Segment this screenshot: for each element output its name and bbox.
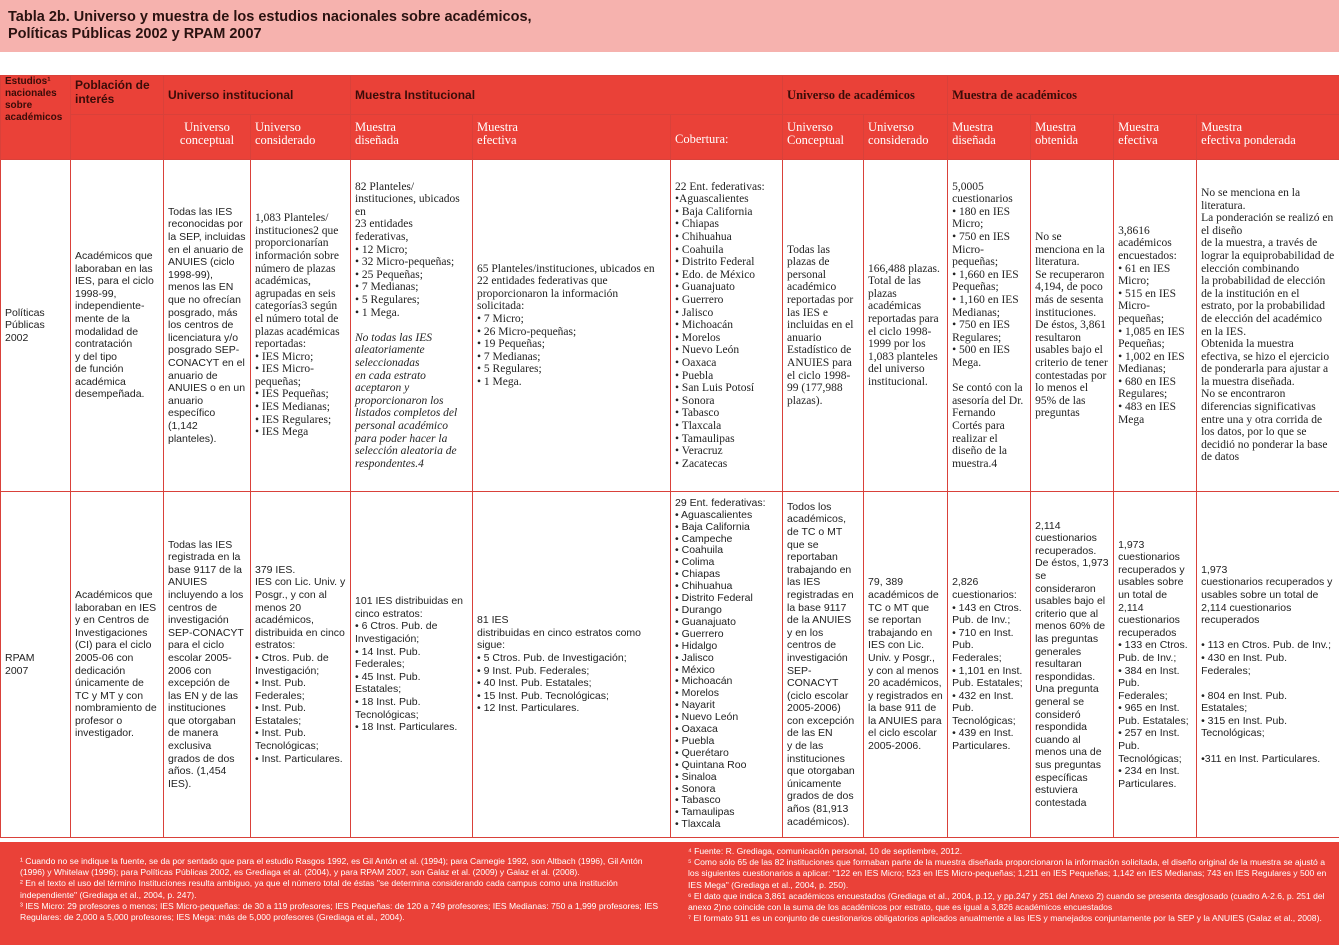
cell-muestra-disenada-acad: 2,826 cuestionarios: • 143 en Ctros. Pub. de Inv.; • 710 en Inst. Pub. Federales; • 1,101 en Inst. Pub. Estatales; • 432 en Inst. Pub. Tecnológicas; • 439 en Inst. Particulares. <box>948 492 1031 838</box>
table-row-rpam <box>1 492 1339 838</box>
cell-muestra-ponderada: 1,973 cuestionarios recuperados y usables sobre un total de 2,114 cuestionarios recuperados • 113 en Ctros. Pub. de Inv.; • 430 en Inst. Pub. Federales; • 804 en Inst. Pub. Estatales; • 315 en Inst. Pub. Tecnológicas; •311 en Inst. Particulares. <box>1197 492 1339 838</box>
cell-universo-considerado-acad: 166,488 plazas. Total de las plazas académicas reportadas para el ciclo 1998-1999 por los 1,083 planteles del universo institucional. <box>864 160 948 492</box>
subheader-universo-conceptual: Universo conceptual <box>164 115 251 160</box>
cell-muestra-efectiva-acad: 1,973 cuestionarios recuperados y usables sobre un total de 2,114 cuestionarios recuperados • 133 en Ctros. Pub. de Inv.; • 384 en Inst. Pub. Federales; • 965 en Inst. Pub. Estatales; • 257 en Inst. Pub. Tecnológicas; • 234 en Inst. Particulares. <box>1114 492 1197 838</box>
cell-muestra-disenada <box>351 160 473 492</box>
footnote-6: ⁶ El dato que indica 3,861 académicos encuestados (Grediaga et al., 2004, p.12, y pp.247 y 251 del Anexo 2) cuando se presenta desglosado (cuadro A-2.6, p. 251 del anexo 2)no coincide con la suma de los académicos por estrato, que es igual a 3,826 académicos encuestados <box>688 890 1325 913</box>
header-muestra-academicos: Muestra de académicos <box>948 76 1339 115</box>
footnotes-right <box>688 846 1328 924</box>
muestra-disenada-text: 82 Planteles/ instituciones, ubicados en 23 entidades federativas, • 12 Micro; • 32 Micro-pequeñas; • 25 Pequeñas; • 7 Medianas; • 5 Regulares; • 1 Mega. <box>355 180 460 319</box>
cell-estudio: RPAM 2007 <box>1 492 71 838</box>
footnotes-left <box>20 856 660 923</box>
cell-cobertura: 22 Ent. federativas: •Aguascalientes • Baja California • Chiapas • Chihuahua • Coahuila • Distrito Federal • Edo. de México • Guanajuato • Guerrero • Jalisco • Michoacán • Morelos • Nuevo León • Oaxaca • Puebla • San Luis Potosí • Sonora • Tabasco • Tlaxcala • Tamaulipas • Veracruz • Zacatecas <box>671 160 783 492</box>
footnote-4: ⁴ Fuente: R. Grediaga, comunicación personal, 10 de septiembre, 2012. <box>688 846 963 856</box>
cell-muestra-disenada-acad: 5,0005 cuestionarios • 180 en IES Micro; • 750 en IES Micro-pequeñas; • 1,660 en IES Pequeñas; • 1,160 en IES Medianas; • 750 en IES Regulares; • 500 en IES Mega. Se contó con la asesoría del Dr. Fernando Cortés para realizar el diseño de la muestra.4 <box>948 160 1031 492</box>
table-row-politicas-publicas <box>1 160 1339 492</box>
cell-muestra-efectiva-acad: 3,8616 académicos encuestados: • 61 en IES Micro; • 515 en IES Micro-pequeñas; • 1,085 en IES Pequeñas; • 1,002 en IES Medianas; • 680 en IES Regulares; • 483 en IES Mega <box>1114 160 1197 492</box>
table-title <box>0 0 1339 52</box>
cell-universo-conceptual: Todas las IES reconocidas por la SEP, incluidas en el anuario de ANUIES (ciclo 1998-99), menos las EN que no ofrecían posgrado, más los centros de licenciatura y/o posgrado SEP-CONACYT en el anuario de ANUIES o en un anuario específico (1,142 planteles). <box>164 160 251 492</box>
cell-muestra-disenada: 101 IES distribuidas en cinco estratos: • 6 Ctros. Pub. de Investigación; • 14 Inst. Pub. Federales; • 45 Inst. Pub. Estatales; • 18 Inst. Pub. Tecnológicas; • 18 Inst. Particulares. <box>351 492 473 838</box>
subheader-muestra-efectiva-acad: Muestra efectiva <box>1114 115 1197 160</box>
cell-muestra-efectiva: 81 IES distribuidas en cinco estratos como sigue: • 5 Ctros. Pub. de Investigación; • 9 Inst. Pub. Federales; • 40 Inst. Pub. Estatales; • 15 Inst. Pub. Tecnológicas; • 12 Inst. Particulares. <box>473 492 671 838</box>
cell-universo-considerado: 379 IES. IES con Lic. Univ. y Posgr., y con al menos 20 académicos, distribuida en cinco estratos: • Ctros. Pub. de Investigación; • Inst. Pub. Federales; • Inst. Pub. Estatales; • Inst. Pub. Tecnológicas; • Inst. Particulares. <box>251 492 351 838</box>
header-universo-academicos: Universo de académicos <box>783 76 948 115</box>
header-estudios: Estudios¹ nacionales sobre académicos <box>1 76 71 160</box>
cell-muestra-obtenida: 2,114 cuestionarios recuperados. De éstos, 1,973 se consideraron usables bajo el criterio que al menos 60% de las preguntas generales resultaran respondidas. Una pregunta general se consideró respondida cuando al menos una de sus preguntas específicas estuviera contestada <box>1031 492 1114 838</box>
footnote-7: ⁷ El formato 911 es un conjunto de cuestionarios obligatorios aplicados anualmente a las IES y manejados conjuntamente por la SEP y la ANUIES (Galaz et al., 2008). <box>688 913 1322 924</box>
cell-universo-conceptual-acad: Todas las plazas de personal académico reportadas por las IES e incluidas en el anuario Estadístico de ANUIES para el ciclo 1998-99 (177,988 plazas). <box>783 160 864 492</box>
table-title-line-2: Políticas Públicas 2002 y RPAM 2007 <box>8 26 262 42</box>
subheader-muestra-ponderada: Muestra efectiva ponderada <box>1197 115 1339 160</box>
header-muestra-institucional: Muestra Institucional <box>351 76 783 115</box>
subheader-cobertura: Cobertura: <box>671 115 783 160</box>
cell-universo-conceptual: Todas las IES registrada en la base 9117 de la ANUIES incluyendo a los centros de investigación SEP-CONACYT para el ciclo escolar 2005-2006 con excepción de las EN y de las instituciones que otorgaban de manera exclusiva grados de dos años. (1,454 IES). <box>164 492 251 838</box>
cell-muestra-obtenida: No se menciona en la literatura. Se recuperaron 4,194, de poco más de sesenta instituciones. De éstos, 3,861 resultaron usables bajo el criterio de tener contestadas por lo menos el 95% de las preguntas <box>1031 160 1114 492</box>
subheader-muestra-efectiva: Muestra efectiva <box>473 115 671 160</box>
footnote-3: ³ IES Micro: 29 profesores o menos; IES Micro-pequeñas: de 30 a 119 profesores; IES Pequeñas: de 120 a 749 profesores; IES Medianas: 750 a 1,999 profesores; IES Regulares: de 2,000 a 5,000 profesores; IES Mega: más de 5,000 profesores (Grediaga et al., 2004). <box>20 900 659 923</box>
footnote-2: ² En el texto el uso del término Instituciones resulta ambiguo, ya que el número total de éstas "se determina considerando cada campus como una institución independiente" (Grediaga et al., 2004, p. 247). <box>20 878 618 900</box>
header-poblacion: Población de interés <box>71 76 164 115</box>
cell-muestra-ponderada: No se menciona en la literatura. La ponderación se realizó en el diseño de la muestra, a través de lograr la equiprobabilidad de elección combinando la probabilidad de elección de la institución en el estrato, por la probabilidad de elección del académico en la IES. Obtenida la muestra efectiva, se hizo el ejercicio de ponderarla para ajustar a la muestra diseñada. No se encontraron diferencias significativas entre una y otra corrida de los datos, por lo que se decidió no ponderar la base de datos <box>1197 160 1339 492</box>
subheader-muestra-disenada: Muestra diseñada <box>351 115 473 160</box>
subheader-universo-considerado-acad: Universo considerado <box>864 115 948 160</box>
subheader-universo-conceptual-acad: Universo Conceptual <box>783 115 864 160</box>
subheader-muestra-obtenida: Muestra obtenida <box>1031 115 1114 160</box>
studies-table <box>0 75 1339 838</box>
cell-estudio: Políticas Públicas 2002 <box>1 160 71 492</box>
cell-poblacion: Académicos que laboraban en las IES, para el ciclo 1998-99, independiente-mente de la modalidad de contratación y del tipo de función académica desempeñada. <box>71 160 164 492</box>
cell-poblacion: Académicos que laboraban en IES y en Centros de Investigaciones (CI) para el ciclo 2005-06 con dedicación únicamente de TC y MT y con nombramiento de profesor o investigador. <box>71 492 164 838</box>
header-poblacion-empty <box>71 115 164 160</box>
footnote-5: ⁵ Como sólo 65 de las 82 instituciones que formaban parte de la muestra diseñada proporcionaron la información solicitada, el diseño original de la muestra se ajustó a los siguientes cuestionarios a aplicar: "122 en IES Micro; 523 en IES Micro-pequeñas; 1,211 en IES Pequeñas; 1,142 en IES Medianas; 743 en IES Regulares y 500 en IES Mega" (Grediaga et al., 2004, p. 250). <box>688 857 1327 890</box>
subheader-muestra-disenada-acad: Muestra diseñada <box>948 115 1031 160</box>
footnote-1: ¹ Cuando no se indique la fuente, se da por sentado que para el estudio Rasgos 1992, es Gil Antón et al. (1994); para Carnegie 1992, son Altbach (1996), Gil Antón (1996) y Whitelaw (1996); para Políticas Públicas 2002, es Grediaga et al. (2004), y para RPAM 2007, son Galaz et al. (2009) y Galaz et al. (2008). <box>20 856 643 878</box>
header-universo-institucional: Universo institucional <box>164 76 351 115</box>
muestra-disenada-note: No todas las IES aleatoriamente seleccionadas en cada estrato aceptaron y proporcionaron los listados completos del personal académico para poder hacer la selección aleatoria de respondentes.4 <box>355 331 458 470</box>
cell-cobertura: 29 Ent. federativas: • Aguascalientes • Baja California • Campeche • Coahuila • Colima • Chiapas • Chihuahua • Distrito Federal • Durango • Guanajuato • Guerrero • Hidalgo • Jalisco • México • Michoacán • Morelos • Nayarit • Nuevo León • Oaxaca • Puebla • Querétaro • Quintana Roo • Sinaloa • Sonora • Tabasco • Tamaulipas • Tlaxcala <box>671 492 783 838</box>
cell-universo-conceptual-acad: Todos los académicos, de TC o MT que se reportaban trabajando en las IES registradas en la base 9117 de la ANUIES y en los centros de investigación SEP-CONACYT (ciclo escolar 2005-2006) con excepción de las EN y de las instituciones que otorgaban únicamente grados de dos años (81,913 académicos). <box>783 492 864 838</box>
footnotes <box>0 842 1339 945</box>
cell-universo-considerado-acad: 79, 389 académicos de TC o MT que se reportan trabajando en IES con Lic. Univ. y Posgr., y con al menos 20 académicos, y registrados en la base 911 de la ANUIES para el ciclo escolar 2005-2006. <box>864 492 948 838</box>
cell-universo-considerado: 1,083 Planteles/ instituciones2 que proporcionarían información sobre número de plazas académicas, agrupadas en seis categorías3 según el número total de plazas académicas reportadas: • IES Micro; • IES Micro-pequeñas; • IES Pequeñas; • IES Medianas; • IES Regulares; • IES Mega <box>251 160 351 492</box>
subheader-universo-considerado: Universo considerado <box>251 115 351 160</box>
cell-muestra-efectiva: 65 Planteles/instituciones, ubicados en 22 entidades federativas que proporcionaron la información solicitada: • 7 Micro; • 26 Micro-pequeñas; • 19 Pequeñas; • 7 Medianas; • 5 Regulares; • 1 Mega. <box>473 160 671 492</box>
table-title-line-1: Tabla 2b. Universo y muestra de los estudios nacionales sobre académicos, <box>8 9 532 25</box>
